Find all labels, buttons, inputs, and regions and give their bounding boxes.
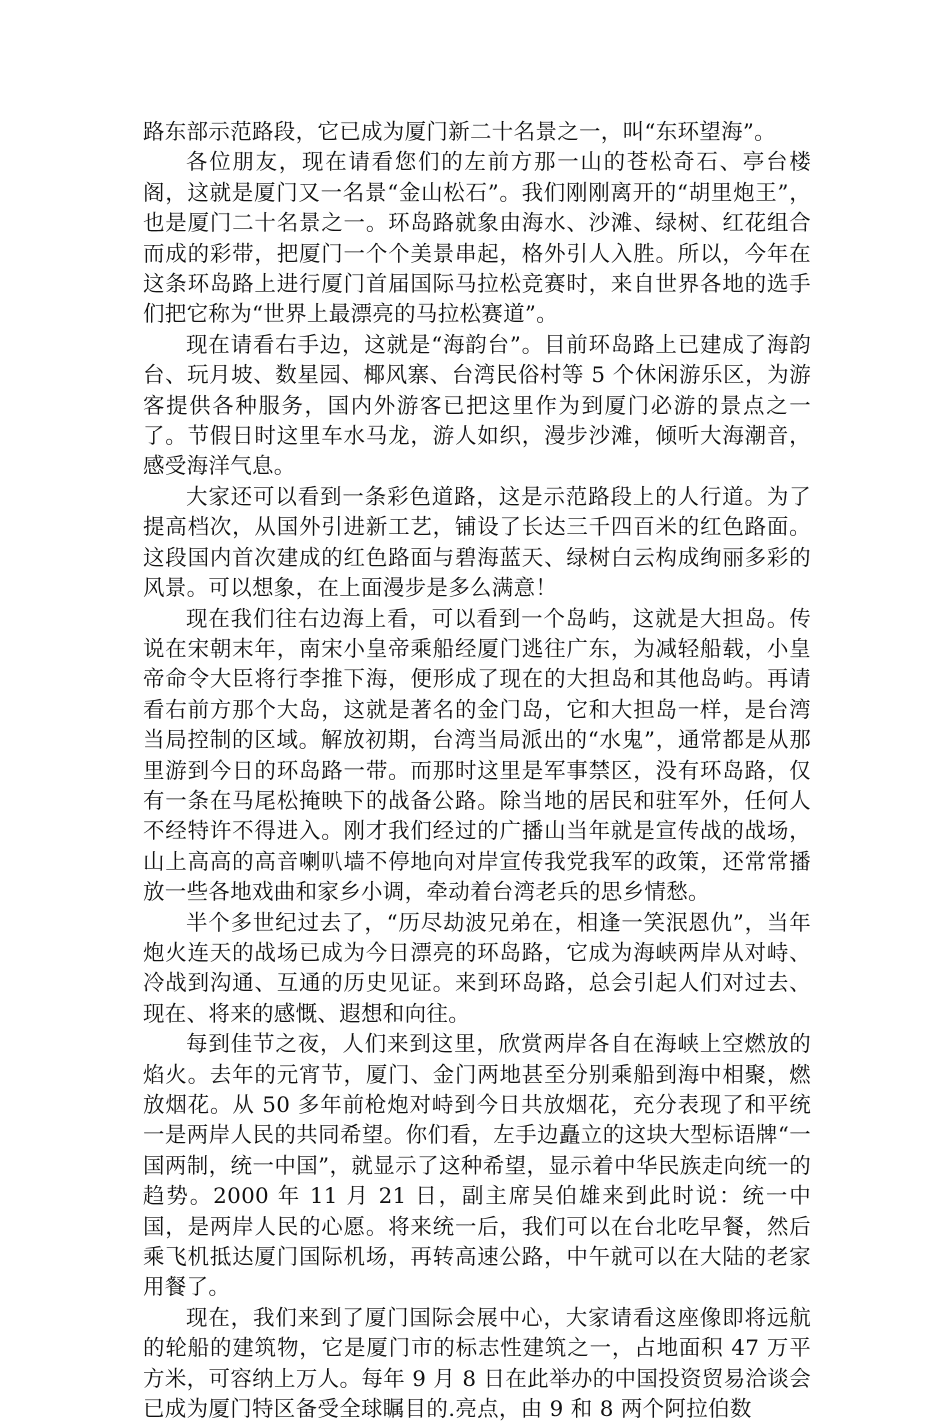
paragraph-haiyuntai: 现在请看右手边，这就是“海韵台”。目前环岛路上已建成了海韵台、玩月坡、数星园、椰风寨、台湾民俗村等 5 个休闲游乐区，为游客提供各种服务，国内外游客已把这里作为到厦门必游的景点之一了。节假日时这里车水马龙，游人如织，漫步沙滩，倾听大海潮音，感受海洋气息。	[143, 332, 811, 480]
document-body	[143, 118, 811, 1425]
paragraph-continuation: 路东部示范路段，它已成为厦门新二十名景之一，叫“东环望海”。	[143, 120, 776, 145]
paragraph-jinshan-songshi: 各位朋友，现在请看您们的左前方那一山的苍松奇石、亭台楼阁，这就是厦门又一名景“金山松石”。我们刚刚离开的“胡里炮王”，也是厦门二十名景之一。环岛路就象由海水、沙滩、绿树、红花组合而成的彩带，把厦门一个个美景串起，格外引人入胜。所以，今年在这条环岛路上进行厦门首届国际马拉松竞赛时，来自世界各地的选手们把它称为“世界上最漂亮的马拉松赛道”。	[143, 150, 811, 328]
paragraph-half-century: 半个多世纪过去了，“历尽劫波兄弟在，相逢一笑泯恩仇”，当年炮火连天的战场已成为今日漂亮的环岛路，它成为海峡两岸从对峙、冷战到沟通、互通的历史见证。来到环岛路，总会引起人们对过去、现在、将来的感慨、遐想和向往。	[143, 910, 811, 1027]
paragraph-festival-fireworks: 每到佳节之夜，人们来到这里，欣赏两岸各自在海峡上空燃放的焰火。去年的元宵节，厦门、金门两地甚至分别乘船到海中相聚，燃放烟花。从 50 多年前枪炮对峙到今日共放烟花，充分表现了和平统一是两岸人民的共同希望。你们看，左手边矗立的这块大型标语牌“一国两制，统一中国”，就显示了这种希望，显示着中华民族走向统一的趋势。2000 年 11 月 21 日，副主席吴伯雄来到此时说：统一中国，是两岸人民的心愿。将来统一后，我们可以在台北吃早餐，然后乘飞机抵达厦门国际机场，再转高速公路，中午就可以在大陆的老家用餐了。	[143, 1032, 811, 1301]
paragraph-dadan-island: 现在我们往右边海上看，可以看到一个岛屿，这就是大担岛。传说在宋朝末年，南宋小皇帝乘船经厦门逃往广东，为减轻船载，小皇帝命令大臣将行李推下海，便形成了现在的大担岛和其他岛屿。再请看右前方那个大岛，这就是著名的金门岛，它和大担岛一样，是台湾当局控制的区域。解放初期，台湾当局派出的“水鬼”，通常都是从那里游到今日的环岛路一带。而那时这里是军事禁区，没有环岛路，仅有一条在马尾松掩映下的战备公路。除当地的居民和驻军外，任何人不经特许不得进入。刚才我们经过的广播山当年就是宣传战的战场，山上高高的高音喇叭墙不停地向对岸宣传我党我军的政策，还常常播放一些各地戏曲和家乡小调，牵动着台湾老兵的思乡情愁。	[143, 606, 811, 906]
paragraph-exhibition-center: 现在，我们来到了厦门国际会展中心，大家请看这座像即将远航的轮船的建筑物，它是厦门市的标志性建筑之一，占地面积 47 万平方米，可容纳上万人。每年 9 月 8 日在此举办的中国投资贸易洽谈会已成为厦门特区备受全球瞩目的.亮点，由 9 和 8 两个阿拉伯数	[143, 1305, 811, 1423]
paragraph-colored-road: 大家还可以看到一条彩色道路，这是示范路段上的人行道。为了提高档次，从国外引进新工艺，铺设了长达三千四百米的红色路面。这段国内首次建成的红色路面与碧海蓝天、绿树白云构成绚丽多彩的风景。可以想象，在上面漫步是多么满意！	[143, 484, 811, 602]
